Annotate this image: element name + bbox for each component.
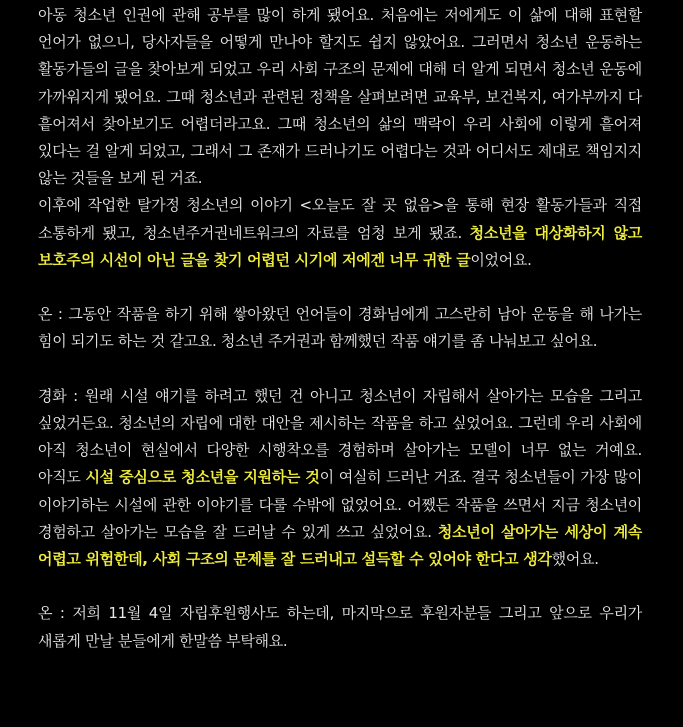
paragraph-text: 온 : 저희 11월 4일 자립후원행사도 하는데, 마지막으로 후원자분들 그리고 앞으로 우리가 새롭게 만날 분들에게 한말씀 부탁해요. [38,604,642,650]
paragraph-text: 했어요. [551,550,599,569]
highlighted-phrase: 청소년을 대상화하지 않고 보호주의 시선이 아닌 글을 찾기 어렵던 시기에 저에겐 너무 귀한 글 [38,223,642,269]
paragraph-intro [38,2,642,192]
paragraph-text: 경화 : 원래 시설 얘기를 하려고 했던 건 아니고 청소년이 자립해서 살아가는 모습을 그리고 싶었거든요. 청소년의 자립에 대한 대안을 제시하는 작품을 하고 싶었어요. 그런데 우리 사회에 아직 청소년이 현실에서 다양한 시행착오를 경험하며 살아가는 모델이 너무 없는 거예요. 아직도 [38,386,642,487]
article-body [38,2,642,655]
paragraph-text: 이후에 작업한 탈가정 청소년의 이야기 <오늘도 잘 곳 없음>을 통해 현장 활동가들과 직접 소통하게 됐고, 청소년주거권네트워크의 자료를 엄청 보게 됐죠. [38,196,642,242]
paragraph-text: 이 여실히 드러난 거죠. 결국 청소년들이 가장 많이 이야기하는 시설에 관한 이야기를 다룰 수밖에 없었어요. 어쨌든 작품을 쓰면서 지금 청소년이 경험하고 살아가는 모습을 잘 드러날 수 있게 쓰고 싶었어요. [38,468,643,541]
paragraph-spacer [38,274,642,301]
paragraph-on-question-1 [38,301,642,355]
paragraph-spacer [38,573,642,600]
paragraph-gyeonghwa-answer [38,383,642,573]
highlighted-phrase: 시설 중심으로 청소년을 지원하는 것 [85,468,320,487]
paragraph-text: 이었어요. [470,250,532,269]
paragraph-on-question-2 [38,600,642,654]
paragraph-text: 온 : 그동안 작품을 하기 위해 쌓아왔던 언어들이 경화님에게 고스란히 남아 운동을 해 나가는 힘이 되기도 하는 것 같고요. 청소년 주거권과 함께했던 작품 얘기를 좀 나눠보고 싶어요. [38,305,642,351]
paragraph-spacer [38,356,642,383]
paragraph-later-work [38,192,642,274]
highlighted-phrase: 청소년이 살아가는 세상이 계속 어렵고 위험한데, 사회 구조의 문제를 잘 드러내고 설득할 수 있어야 한다고 생각 [38,522,642,569]
paragraph-text: 아동 청소년 인권에 관해 공부를 많이 하게 됐어요. 처음에는 저에게도 이 삶에 대해 표현할 언어가 없으니, 당사자들을 어떻게 만나야 할지도 쉽지 않았어요. 그러면서 청소년 운동하는 활동가들의 글을 찾아보게 되었고 우리 사회 구조의 문제에 대해 더 알게 되면서 청소년 운동에 가까워지게 됐어요. 그때 청소년과 관련된 정책을 살펴보려면 교육부, 보건복지, 여가부까지 다 흩어져서 찾아보기도 어렵더라고요. 그때 청소년의 삶의 맥락이 우리 사회에 이렇게 흩어져 있다는 걸 알게 되었고, 그래서 그 존재가 드러나기도 어렵다는 것과 어디서도 제대로 책임지지 않는 것들을 보게 된 거죠. [38,6,642,188]
